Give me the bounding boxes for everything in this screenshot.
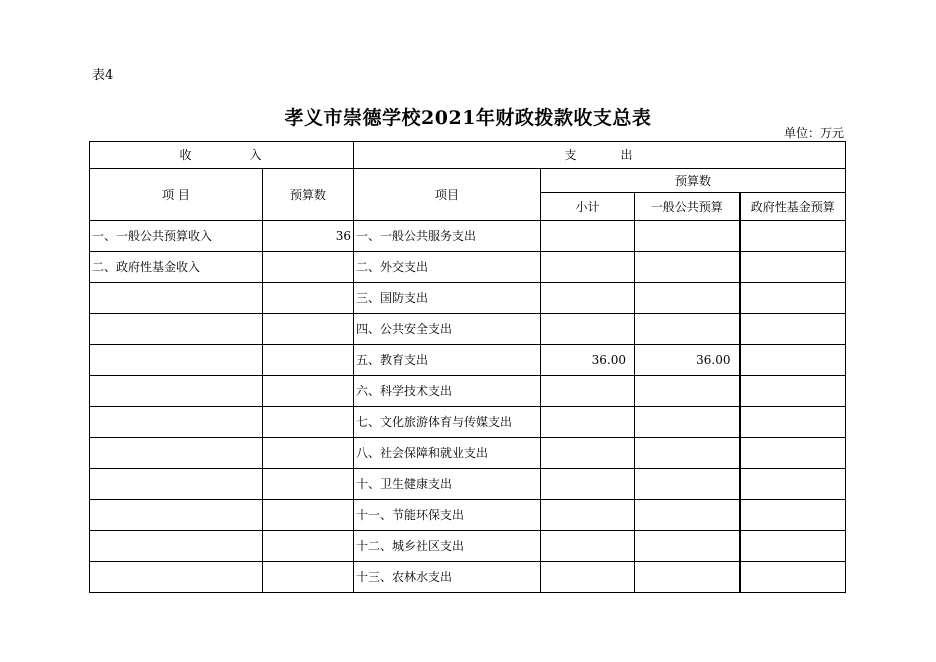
subtotal-cell: 36.00 [541, 345, 635, 376]
income-amount-cell [263, 314, 354, 345]
expense-item-cell: 四、公共安全支出 [354, 314, 541, 345]
table-row [90, 376, 846, 407]
table-label: 表4 [92, 68, 114, 83]
income-amount-cell [263, 376, 354, 407]
general-budget-cell [635, 221, 740, 252]
fund-budget-cell [740, 252, 846, 283]
fund-budget-cell [740, 345, 846, 376]
fund-budget-cell [740, 531, 846, 562]
general-budget-cell [635, 407, 740, 438]
subtotal-cell [541, 376, 635, 407]
general-budget-cell [635, 376, 740, 407]
subtotal-cell [541, 531, 635, 562]
fund-budget-cell [740, 314, 846, 345]
finance-table [89, 141, 846, 593]
page-title: 孝义市崇德学校2021年财政拨款收支总表 [284, 107, 652, 129]
table-row [90, 562, 846, 593]
general-budget-header: 一般公共预算 [635, 193, 740, 221]
income-amount-cell [263, 469, 354, 500]
fund-budget-cell [740, 283, 846, 314]
fund-budget-cell [740, 407, 846, 438]
subtotal-cell [541, 283, 635, 314]
income-item-cell [90, 314, 263, 345]
fund-budget-cell [740, 562, 846, 593]
income-item-cell [90, 469, 263, 500]
income-item-cell: 二、政府性基金收入 [90, 252, 263, 283]
income-budget-header: 预算数 [263, 169, 354, 221]
expense-item-cell: 五、教育支出 [354, 345, 541, 376]
income-amount-cell: 36 [263, 221, 354, 252]
unit-label: 单位：万元 [783, 126, 844, 140]
income-item-cell [90, 345, 263, 376]
table-row [90, 283, 846, 314]
general-budget-cell [635, 283, 740, 314]
table-row [90, 252, 846, 283]
expense-item-header: 项目 [354, 169, 541, 221]
general-budget-cell [635, 314, 740, 345]
expense-item-cell: 十、卫生健康支出 [354, 469, 541, 500]
income-amount-cell [263, 252, 354, 283]
subtotal-cell [541, 562, 635, 593]
general-budget-cell [635, 469, 740, 500]
income-item-cell [90, 562, 263, 593]
income-amount-cell [263, 438, 354, 469]
expense-item-cell: 十三、农林水支出 [354, 562, 541, 593]
table-row [90, 314, 846, 345]
subtotal-cell [541, 221, 635, 252]
income-amount-cell [263, 283, 354, 314]
expense-header: 支 出 [354, 142, 846, 169]
income-amount-cell [263, 562, 354, 593]
income-item-cell [90, 407, 263, 438]
income-amount-cell [263, 500, 354, 531]
general-budget-cell [635, 562, 740, 593]
expense-item-cell: 六、科学技术支出 [354, 376, 541, 407]
expense-item-cell: 八、社会保障和就业支出 [354, 438, 541, 469]
table-row [90, 469, 846, 500]
header-row-sections [90, 142, 846, 169]
expense-item-cell: 十二、城乡社区支出 [354, 531, 541, 562]
expense-item-cell: 一、一般公共服务支出 [354, 221, 541, 252]
expense-item-cell: 十一、节能环保支出 [354, 500, 541, 531]
income-item-cell [90, 376, 263, 407]
subtotal-cell [541, 438, 635, 469]
fund-budget-cell [740, 438, 846, 469]
income-item-cell [90, 500, 263, 531]
fund-budget-cell [740, 376, 846, 407]
subtotal-cell [541, 314, 635, 345]
subtotal-cell [541, 500, 635, 531]
subtotal-header: 小计 [541, 193, 635, 221]
table-row [90, 531, 846, 562]
subtotal-cell [541, 407, 635, 438]
general-budget-cell [635, 252, 740, 283]
income-item-cell [90, 283, 263, 314]
table-row [90, 221, 846, 252]
general-budget-cell: 36.00 [635, 345, 740, 376]
income-item-cell [90, 531, 263, 562]
fund-budget-cell [740, 500, 846, 531]
income-item-cell: 一、一般公共预算收入 [90, 221, 263, 252]
header-row-columns [90, 169, 846, 193]
subtotal-cell [541, 469, 635, 500]
fund-budget-cell [740, 221, 846, 252]
income-amount-cell [263, 531, 354, 562]
general-budget-cell [635, 500, 740, 531]
income-amount-cell [263, 407, 354, 438]
subtotal-cell [541, 252, 635, 283]
general-budget-cell [635, 531, 740, 562]
table-row [90, 407, 846, 438]
expense-budget-header: 预算数 [541, 169, 846, 193]
income-header: 收 入 [90, 142, 354, 169]
income-item-cell [90, 438, 263, 469]
general-budget-cell [635, 438, 740, 469]
expense-item-cell: 七、文化旅游体育与传媒支出 [354, 407, 541, 438]
income-item-header: 项 目 [90, 169, 263, 221]
table-row [90, 438, 846, 469]
income-amount-cell [263, 345, 354, 376]
fund-budget-header: 政府性基金预算 [740, 193, 846, 221]
expense-item-cell: 二、外交支出 [354, 252, 541, 283]
fund-budget-cell [740, 469, 846, 500]
expense-item-cell: 三、国防支出 [354, 283, 541, 314]
table-row [90, 500, 846, 531]
table-row [90, 345, 846, 376]
